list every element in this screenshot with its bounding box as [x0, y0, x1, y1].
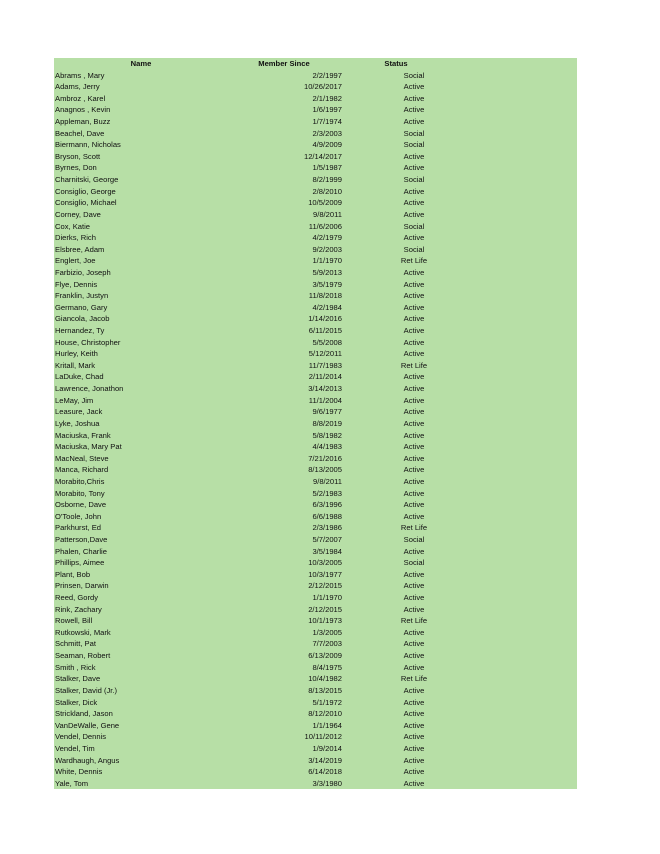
status-cell: Active [403, 198, 425, 208]
member-name-cell: Hernandez, Ty [55, 326, 105, 336]
status-cell: Active [403, 593, 425, 603]
member-since-cell: 11/1/2004 [308, 395, 342, 405]
member-since-cell: 1/6/1997 [312, 105, 342, 115]
status-cell: Active [403, 685, 425, 695]
table-row [54, 406, 577, 418]
member-name-cell: Stalker, Dave [55, 674, 101, 684]
table-row [54, 279, 577, 291]
member-name-cell: Farbizio, Joseph [55, 267, 111, 277]
member-name-cell: Kritall, Mark [55, 360, 96, 370]
member-since-cell: 3/3/1980 [312, 778, 342, 788]
table-row [54, 383, 577, 395]
status-cell: Social [403, 70, 425, 80]
member-since-cell: 2/3/2003 [312, 128, 342, 138]
status-cell: Social [403, 244, 425, 254]
status-cell: Active [403, 302, 425, 312]
status-cell: Active [403, 291, 425, 301]
member-since-cell: 9/2/2003 [312, 244, 342, 254]
member-name-cell: MacNeal, Steve [55, 453, 109, 463]
table-row [54, 638, 577, 650]
member-name-cell: Adams, Jerry [55, 82, 100, 92]
table-row [54, 70, 577, 82]
member-name-cell: Vendel, Dennis [55, 732, 107, 742]
status-cell: Active [403, 279, 425, 289]
table-row [54, 221, 577, 233]
member-since-cell: 2/2/1997 [312, 70, 342, 80]
table-row [54, 743, 577, 755]
status-cell: Active [403, 186, 425, 196]
column-header-status: Status [384, 59, 408, 68]
member-name-cell: Wardhaugh, Angus [55, 755, 120, 765]
table-row [54, 662, 577, 674]
member-name-cell: Smith , Rick [55, 662, 96, 672]
member-name-cell: LaDuke, Chad [55, 372, 104, 382]
table-row [54, 174, 577, 186]
status-cell: Social [403, 175, 425, 185]
table-row [54, 685, 577, 697]
member-name-cell: Elsbree, Adam [55, 244, 105, 254]
member-since-cell: 8/12/2010 [308, 709, 342, 719]
member-name-cell: Franklin, Justyn [55, 291, 109, 301]
member-name-cell: Morabito,Chris [55, 476, 105, 486]
status-cell: Active [403, 569, 425, 579]
status-cell: Active [403, 743, 425, 753]
status-cell: Active [403, 488, 425, 498]
status-cell: Active [403, 627, 425, 637]
member-since-cell: 5/7/2007 [312, 534, 342, 544]
member-since-cell: 11/6/2006 [308, 221, 342, 231]
member-since-cell: 6/6/1988 [312, 511, 342, 521]
member-name-cell: Cox, Katie [55, 221, 91, 231]
member-name-cell: Giancola, Jacob [55, 314, 110, 324]
member-since-cell: 8/8/2019 [312, 418, 342, 428]
status-cell: Active [403, 511, 425, 521]
member-since-cell: 1/14/2016 [308, 314, 342, 324]
status-cell: Active [403, 117, 425, 127]
member-since-cell: 10/26/2017 [303, 82, 342, 92]
member-since-cell: 3/5/1984 [312, 546, 342, 556]
member-since-cell: 7/7/2003 [312, 639, 342, 649]
table-row [54, 464, 577, 476]
table-row [54, 488, 577, 500]
status-cell: Active [403, 500, 425, 510]
member-name-cell: LeMay, Jim [55, 395, 94, 405]
table-row [54, 731, 577, 743]
status-cell: Active [403, 755, 425, 765]
member-since-cell: 9/6/1977 [312, 407, 342, 417]
member-since-cell: 4/4/1983 [312, 442, 342, 452]
member-since-cell: 11/7/1983 [308, 360, 342, 370]
member-since-cell: 10/3/1977 [308, 569, 342, 579]
member-since-cell: 1/3/2005 [312, 627, 342, 637]
member-name-cell: Maciuska, Mary Pat [55, 442, 122, 452]
table-row [54, 151, 577, 163]
member-name-cell: Beachel, Dave [55, 128, 105, 138]
member-name-cell: Byrnes, Don [55, 163, 97, 173]
table-row [54, 580, 577, 592]
status-cell: Active [403, 267, 425, 277]
member-since-cell: 10/4/1982 [308, 674, 342, 684]
status-cell: Active [403, 651, 425, 661]
member-name-cell: Prinsen, Darwin [55, 581, 109, 591]
member-name-cell: Maciuska, Frank [55, 430, 111, 440]
member-since-cell: 6/11/2015 [308, 326, 342, 336]
member-since-cell: 1/9/2014 [312, 743, 342, 753]
member-since-cell: 8/2/1999 [312, 175, 342, 185]
table-row [54, 348, 577, 360]
member-since-cell: 11/8/2018 [308, 291, 342, 301]
member-name-cell: Yale, Tom [55, 778, 89, 788]
member-since-cell: 9/8/2011 [313, 209, 342, 219]
member-since-cell: 10/1/1973 [308, 616, 342, 626]
member-since-cell: 2/1/1982 [312, 93, 342, 103]
status-cell: Active [403, 662, 425, 672]
member-name-cell: Hurley, Keith [55, 349, 98, 359]
table-body [54, 70, 577, 790]
member-since-cell: 5/12/2011 [308, 349, 342, 359]
table-row [54, 569, 577, 581]
table-row [54, 232, 577, 244]
member-since-cell: 2/8/2010 [312, 186, 342, 196]
status-cell: Active [403, 372, 425, 382]
member-since-cell: 12/14/2017 [303, 151, 342, 161]
status-cell: Active [403, 767, 425, 777]
member-since-cell: 5/5/2008 [312, 337, 342, 347]
member-name-cell: Lawrence, Jonathon [55, 384, 124, 394]
status-cell: Active [403, 209, 425, 219]
table-row [54, 511, 577, 523]
table-row [54, 499, 577, 511]
member-name-cell: Corney, Dave [55, 209, 101, 219]
member-name-cell: Vendel, Tim [55, 743, 95, 753]
member-since-cell: 6/13/2009 [308, 651, 342, 661]
member-name-cell: Rutkowski, Mark [55, 627, 111, 637]
table-row [54, 453, 577, 465]
member-since-cell: 1/7/1974 [312, 117, 342, 127]
member-name-cell: Rink, Zachary [55, 604, 102, 614]
status-cell: Active [403, 442, 425, 452]
member-name-cell: Phillips, Aimee [55, 558, 105, 568]
table-row [54, 697, 577, 709]
table-row [54, 546, 577, 558]
status-cell: Active [403, 476, 425, 486]
status-cell: Active [403, 314, 425, 324]
table-row [54, 93, 577, 105]
member-name-cell: VanDeWalle, Gene [55, 720, 120, 730]
status-cell: Active [403, 82, 425, 92]
member-name-cell: O'Toole, John [55, 511, 102, 521]
member-name-cell: Parkhurst, Ed [55, 523, 102, 533]
member-name-cell: Stalker, David (Jr.) [55, 685, 118, 695]
status-cell: Active [403, 778, 425, 788]
member-since-cell: 1/1/1964 [312, 720, 342, 730]
member-since-cell: 5/8/1982 [312, 430, 342, 440]
status-cell: Active [403, 349, 425, 359]
table-row [54, 522, 577, 534]
member-name-cell: Schmitt, Pat [55, 639, 96, 649]
member-since-cell: 4/9/2009 [312, 140, 342, 150]
table-row [54, 778, 577, 790]
status-cell: Active [403, 639, 425, 649]
table-row [54, 116, 577, 128]
status-cell: Ret Life [400, 674, 428, 684]
member-name-cell: Bryson, Scott [55, 151, 101, 161]
member-name-cell: Abrams , Mary [55, 70, 105, 80]
table-row [54, 650, 577, 662]
member-name-cell: Consiglio, Michael [55, 198, 117, 208]
status-cell: Active [403, 233, 425, 243]
member-name-cell: Phalen, Charlie [55, 546, 107, 556]
status-cell: Ret Life [400, 360, 428, 370]
table-row [54, 313, 577, 325]
member-name-cell: Charnitski, George [55, 175, 119, 185]
table-row [54, 209, 577, 221]
status-cell: Active [403, 430, 425, 440]
member-since-cell: 2/11/2014 [308, 372, 342, 382]
status-cell: Ret Life [400, 616, 428, 626]
table-row [54, 766, 577, 778]
member-name-cell: Flye, Dennis [55, 279, 98, 289]
member-name-cell: Osborne, Dave [55, 500, 107, 510]
table-row [54, 615, 577, 627]
status-cell: Active [403, 93, 425, 103]
status-cell: Social [403, 558, 425, 568]
member-name-cell: Rowell, Bill [55, 616, 93, 626]
status-cell: Active [403, 732, 425, 742]
table-row [54, 139, 577, 151]
member-since-cell: 6/14/2018 [308, 767, 342, 777]
table-row [54, 418, 577, 430]
member-since-cell: 8/13/2005 [308, 465, 342, 475]
member-name-cell: Seaman, Robert [55, 651, 111, 661]
table-row [54, 557, 577, 569]
status-cell: Ret Life [400, 523, 428, 533]
table-row [54, 197, 577, 209]
member-name-cell: Ambroz , Karel [55, 93, 106, 103]
status-cell: Active [403, 337, 425, 347]
status-cell: Active [403, 163, 425, 173]
status-cell: Active [403, 546, 425, 556]
member-since-cell: 10/5/2009 [308, 198, 342, 208]
status-cell: Active [403, 384, 425, 394]
member-name-cell: Morabito, Tony [55, 488, 105, 498]
member-since-cell: 7/21/2016 [308, 453, 342, 463]
member-since-cell: 3/14/2019 [308, 755, 342, 765]
member-name-cell: Leasure, Jack [55, 407, 103, 417]
status-cell: Active [403, 395, 425, 405]
status-cell: Active [403, 604, 425, 614]
status-cell: Active [403, 465, 425, 475]
member-since-cell: 9/8/2011 [313, 476, 342, 486]
member-name-cell: Germano, Gary [55, 302, 108, 312]
table-row [54, 604, 577, 616]
member-since-cell: 1/5/1987 [312, 163, 342, 173]
table-row [54, 104, 577, 116]
status-cell: Active [403, 151, 425, 161]
member-name-cell: Manca, Richard [55, 465, 109, 475]
table-row [54, 720, 577, 732]
member-since-cell: 2/12/2015 [308, 581, 342, 591]
member-since-cell: 10/11/2012 [304, 732, 342, 742]
table-row [54, 592, 577, 604]
table-row [54, 81, 577, 93]
table-row [54, 476, 577, 488]
member-since-cell: 10/3/2005 [308, 558, 342, 568]
table-row [54, 128, 577, 140]
status-cell: Active [403, 105, 425, 115]
status-cell: Social [403, 221, 425, 231]
table-row [54, 371, 577, 383]
table-row [54, 255, 577, 267]
table-row [54, 708, 577, 720]
table-row [54, 430, 577, 442]
table-row [54, 395, 577, 407]
member-name-cell: Anagnos , Kevin [55, 105, 111, 115]
status-cell: Ret Life [400, 256, 428, 266]
status-cell: Active [403, 418, 425, 428]
table-row [54, 673, 577, 685]
column-header-name: Name [130, 59, 152, 68]
member-name-cell: Stalker, Dick [55, 697, 98, 707]
member-name-cell: Appleman, Buzz [55, 117, 111, 127]
table-row [54, 290, 577, 302]
member-name-cell: House, Christopher [55, 337, 121, 347]
status-cell: Active [403, 326, 425, 336]
member-since-cell: 5/9/2013 [312, 267, 342, 277]
table-row [54, 244, 577, 256]
status-cell: Active [403, 697, 425, 707]
member-table [54, 58, 577, 789]
member-since-cell: 2/12/2015 [308, 604, 342, 614]
member-name-cell: Englert, Joe [55, 256, 96, 266]
column-header-member-since: Member Since [258, 59, 310, 68]
table-row [54, 755, 577, 767]
member-since-cell: 8/4/1975 [312, 662, 342, 672]
table-row [54, 360, 577, 372]
status-cell: Active [403, 720, 425, 730]
table-row [54, 267, 577, 279]
member-since-cell: 5/2/1983 [312, 488, 342, 498]
member-since-cell: 5/1/1972 [312, 697, 342, 707]
member-since-cell: 3/5/1979 [312, 279, 342, 289]
member-since-cell: 8/13/2015 [308, 685, 342, 695]
member-since-cell: 4/2/1979 [312, 233, 342, 243]
member-since-cell: 6/3/1996 [312, 500, 342, 510]
member-since-cell: 1/1/1970 [312, 593, 342, 603]
table-row [54, 302, 577, 314]
status-cell: Social [403, 140, 425, 150]
table-row [54, 441, 577, 453]
member-since-cell: 4/2/1984 [312, 302, 342, 312]
member-name-cell: Plant, Bob [55, 569, 91, 579]
member-since-cell: 3/14/2013 [308, 384, 342, 394]
member-name-cell: Consiglio, George [55, 186, 116, 196]
table-row [54, 337, 577, 349]
table-row [54, 186, 577, 198]
member-since-cell: 1/1/1970 [312, 256, 342, 266]
member-name-cell: Lyke, Joshua [55, 418, 100, 428]
status-cell: Active [403, 407, 425, 417]
status-cell: Active [403, 709, 425, 719]
member-name-cell: Reed, Gordy [55, 593, 99, 603]
member-since-cell: 2/3/1986 [312, 523, 342, 533]
status-cell: Active [403, 453, 425, 463]
member-name-cell: Dierks, Rich [55, 233, 96, 243]
table-header-row [54, 58, 577, 70]
table-row [54, 162, 577, 174]
table-row [54, 627, 577, 639]
table-row [54, 325, 577, 337]
table-row [54, 534, 577, 546]
status-cell: Active [403, 581, 425, 591]
member-name-cell: White, Dennis [55, 767, 103, 777]
member-name-cell: Strickland, Jason [55, 709, 113, 719]
member-name-cell: Patterson,Dave [55, 534, 108, 544]
status-cell: Social [403, 128, 425, 138]
status-cell: Social [403, 534, 425, 544]
member-name-cell: Biermann, Nicholas [55, 140, 121, 150]
